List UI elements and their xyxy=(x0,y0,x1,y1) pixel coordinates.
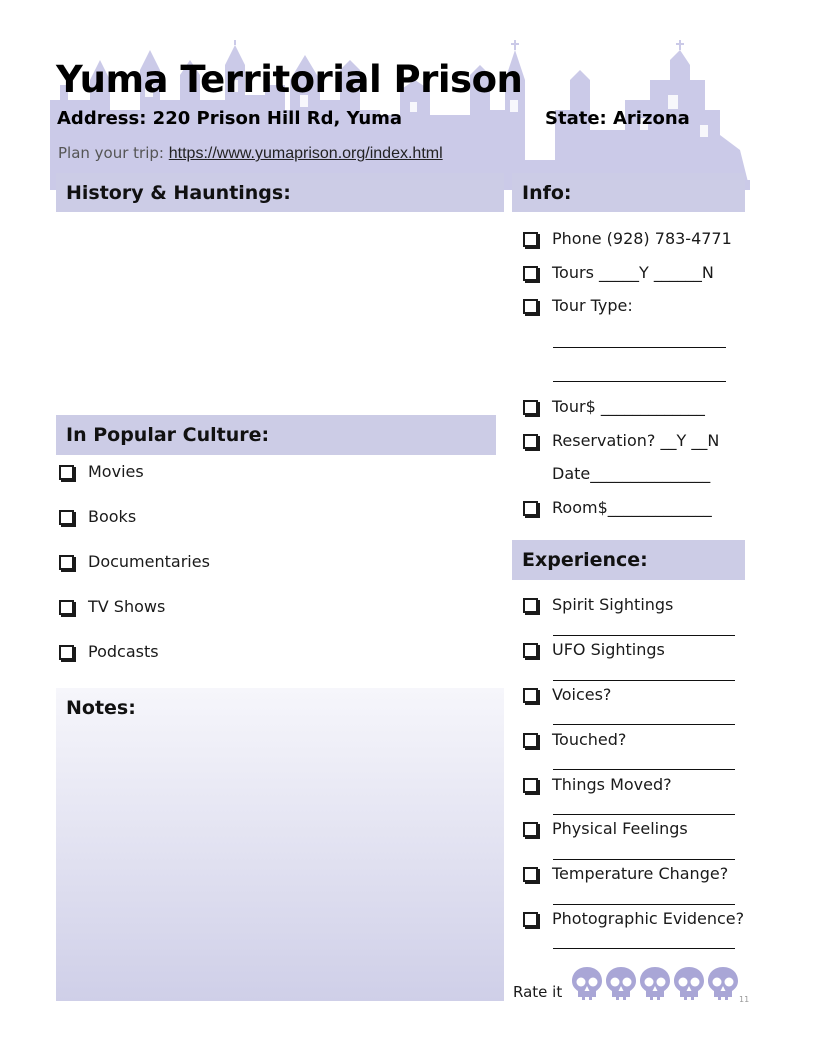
experience-item-temperature-change xyxy=(522,864,742,884)
info-item-label: Room$_____________ xyxy=(552,498,712,517)
plan-trip-line xyxy=(58,144,443,163)
experience-band xyxy=(512,540,745,580)
notes-heading: Notes: xyxy=(66,697,136,719)
experience-item-touched xyxy=(522,730,742,750)
culture-heading: In Popular Culture: xyxy=(66,424,270,446)
experience-answer-line[interactable] xyxy=(553,948,735,949)
history-band xyxy=(56,173,504,212)
checkbox[interactable] xyxy=(523,598,538,613)
experience-item-label: Physical Feelings xyxy=(552,819,688,838)
info-item-reservation xyxy=(522,431,742,451)
experience-heading: Experience: xyxy=(522,549,648,571)
info-item-label: Phone (928) 783-4771 xyxy=(552,229,732,248)
checkbox[interactable] xyxy=(523,400,538,415)
experience-item-voices xyxy=(522,685,742,705)
experience-answer-line[interactable] xyxy=(553,680,735,681)
address: Address: 220 Prison Hill Rd, Yuma xyxy=(57,108,403,129)
experience-answer-line[interactable] xyxy=(553,904,735,905)
tour-type-line-2[interactable] xyxy=(553,381,726,382)
culture-band xyxy=(56,415,496,455)
experience-answer-line[interactable] xyxy=(553,859,735,860)
culture-item-books xyxy=(58,507,358,527)
info-item-date xyxy=(522,464,742,484)
skull-rating-icon-5[interactable] xyxy=(707,966,739,1002)
experience-item-label: Voices? xyxy=(552,685,612,704)
checkbox[interactable] xyxy=(523,912,538,927)
info-item-label: Reservation? __Y __N xyxy=(552,431,720,450)
page-title: Yuma Territorial Prison xyxy=(56,58,523,101)
checkbox[interactable] xyxy=(523,434,538,449)
experience-item-label: Temperature Change? xyxy=(552,864,729,883)
culture-item-tv-shows xyxy=(58,597,358,617)
experience-item-physical-feelings xyxy=(522,819,742,839)
info-item-label: Date_______________ xyxy=(552,464,711,483)
checkbox[interactable] xyxy=(523,299,538,314)
experience-item-things-moved xyxy=(522,775,742,795)
culture-item-label: Books xyxy=(88,507,137,526)
page-number: 11 xyxy=(739,995,750,1004)
skull-rating-icon-3[interactable] xyxy=(639,966,671,1002)
plan-trip-label: Plan your trip: xyxy=(58,144,169,162)
experience-item-ufo-sightings xyxy=(522,640,742,660)
checkbox[interactable] xyxy=(523,232,538,247)
experience-item-label: Things Moved? xyxy=(552,775,672,794)
checkbox[interactable] xyxy=(523,688,538,703)
culture-item-label: Documentaries xyxy=(88,552,210,571)
checkbox[interactable] xyxy=(59,645,74,660)
checkbox[interactable] xyxy=(59,510,74,525)
info-item-room-price xyxy=(522,498,742,518)
info-item-phone xyxy=(522,229,742,249)
state: State: Arizona xyxy=(545,108,690,129)
info-item-label: Tour$ _____________ xyxy=(552,397,705,416)
experience-item-label: UFO Sightings xyxy=(552,640,665,659)
culture-item-label: TV Shows xyxy=(88,597,166,616)
culture-item-documentaries xyxy=(58,552,358,572)
experience-item-photographic-evidence xyxy=(522,909,745,929)
experience-answer-line[interactable] xyxy=(553,769,735,770)
checkbox[interactable] xyxy=(59,465,74,480)
website-link[interactable]: https://www.yumaprison.org/index.html xyxy=(168,145,443,162)
culture-item-label: Movies xyxy=(88,462,144,481)
info-heading: Info: xyxy=(522,182,572,204)
skull-rating-icon-2[interactable] xyxy=(605,966,637,1002)
experience-answer-line[interactable] xyxy=(553,814,735,815)
experience-item-label: Touched? xyxy=(552,730,627,749)
experience-item-spirit-sightings xyxy=(522,595,742,615)
info-item-label: Tours _____Y ______N xyxy=(552,263,714,282)
checkbox[interactable] xyxy=(523,643,538,658)
info-item-tour-type xyxy=(522,296,742,316)
info-item-tours xyxy=(522,263,742,283)
tour-type-line-1[interactable] xyxy=(553,347,726,348)
culture-item-label: Podcasts xyxy=(88,642,159,661)
skull-rating-icon-4[interactable] xyxy=(673,966,705,1002)
checkbox[interactable] xyxy=(523,501,538,516)
experience-answer-line[interactable] xyxy=(553,724,735,725)
experience-item-label: Spirit Sightings xyxy=(552,595,674,614)
info-item-tour-price xyxy=(522,397,742,417)
skull-rating-icon-1[interactable] xyxy=(571,966,603,1002)
checkbox[interactable] xyxy=(523,867,538,882)
experience-item-label: Photographic Evidence? xyxy=(552,909,745,928)
checkbox[interactable] xyxy=(523,778,538,793)
history-heading: History & Hauntings: xyxy=(66,182,291,204)
culture-item-podcasts xyxy=(58,642,358,662)
checkbox[interactable] xyxy=(523,822,538,837)
info-item-label: Tour Type: xyxy=(552,296,633,315)
notes-area[interactable] xyxy=(56,688,504,1001)
checkbox[interactable] xyxy=(59,555,74,570)
culture-item-movies xyxy=(58,462,358,482)
checkbox[interactable] xyxy=(59,600,74,615)
checkbox[interactable] xyxy=(523,266,538,281)
rating-label: Rate it xyxy=(513,983,563,1001)
info-band xyxy=(512,173,745,212)
checkbox[interactable] xyxy=(523,733,538,748)
experience-answer-line[interactable] xyxy=(553,635,735,636)
